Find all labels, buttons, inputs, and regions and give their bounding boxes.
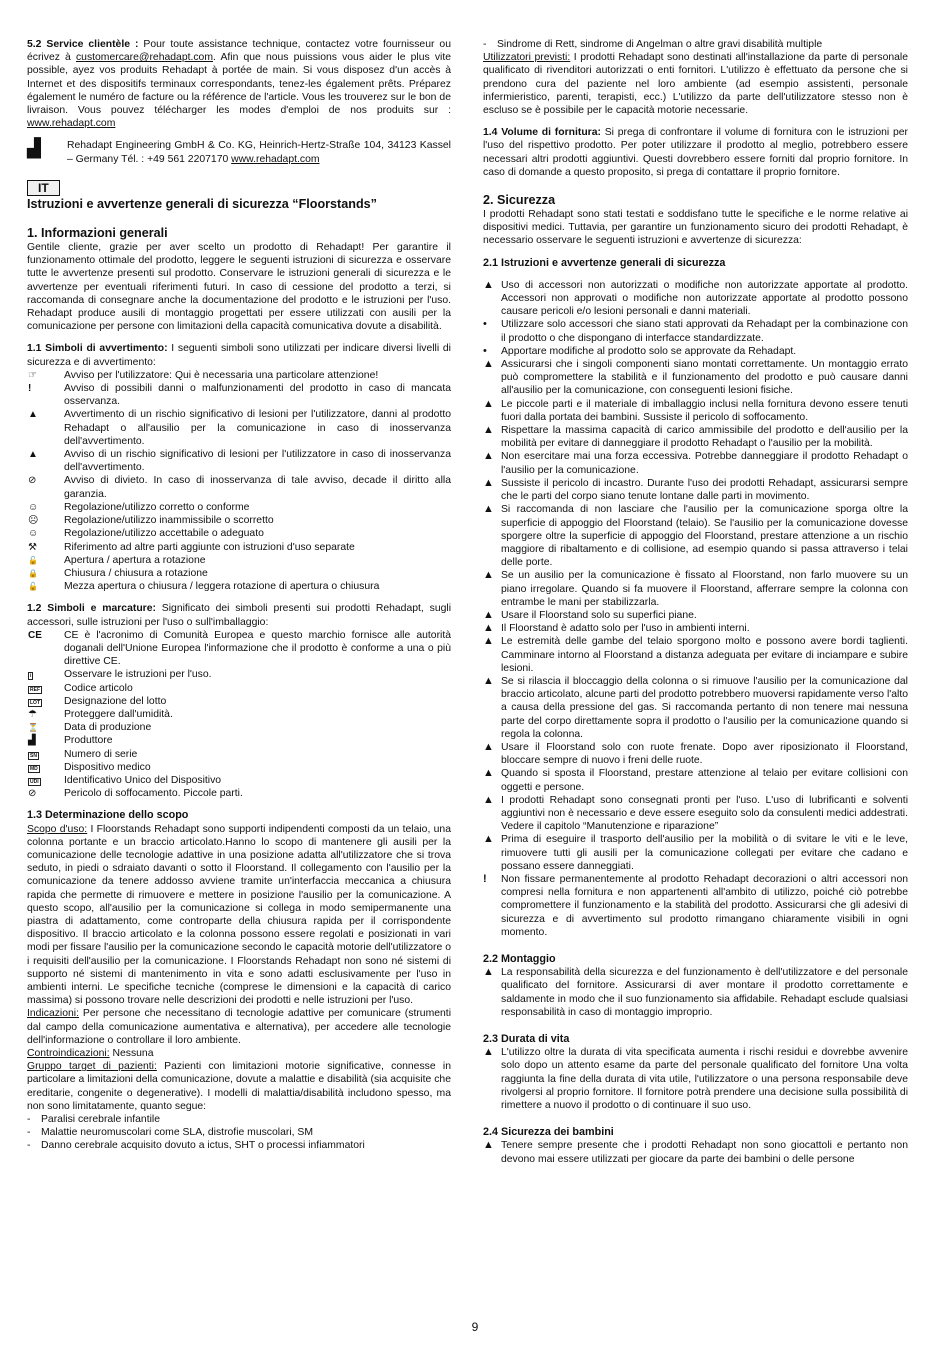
- safety-item: • Apportare modifiche al prodotto solo se approvate da Rehadapt.: [483, 344, 797, 357]
- smiley-neutral-icon: ☺: [28, 528, 39, 540]
- page-number: 9: [471, 1320, 479, 1334]
- warning-triangle-icon: ▲: [483, 450, 494, 463]
- service-heading: 5.2 Service clientèle :: [27, 39, 139, 50]
- bullet-icon: •: [483, 344, 487, 357]
- language-tag: IT: [27, 180, 60, 196]
- choking-hazard-icon: ⊘: [28, 788, 37, 800]
- warning-triangle-icon: ▲: [483, 608, 494, 621]
- section-2-4-heading: 2.4 Sicurezza dei bambini: [483, 1126, 614, 1139]
- warning-triangle-icon: ▲: [483, 740, 494, 753]
- list-item: - Danno cerebrale acquisito dovuto a ictus, SHT o processi infiammatori: [27, 1140, 365, 1152]
- safety-item: ▲ I prodotti Rehadapt sono consegnati pronti per l'uso. L'uso di lubrificanti e solventi aggiuntivi non è necessario e deve essere eseguito solo da consulenti medici addestrati. Vedere il capitolo “Manutenzione e riparazione”: [483, 793, 908, 833]
- section-1-2-intro: 1.2 Simboli e marcature: Significato dei simboli presenti sui prodotti Rehadapt, sugli accessori, sulle istruzioni per l'uso o sull'imballaggio:: [27, 603, 451, 628]
- warning-triangle-icon: ▲: [483, 278, 494, 291]
- safety-item: • Utilizzare solo accessori che siano stati approvati da Rehadapt per la combinazione con il prodotto o che dispongano di interfacce standardizzate.: [483, 318, 908, 344]
- symbol-row: 🔓 Mezza apertura o chiusura / leggera rotazione di apertura o chiusura: [28, 581, 380, 593]
- exclamation-icon: !: [28, 383, 32, 395]
- symbol-row: 🔒 Chiusura / chiusura a rotazione: [28, 567, 208, 579]
- intended-users-paragraph: Utilizzatori previsti: I prodotti Rehadapt sono destinati all'installazione da parte di personale qualificato di rivenditori autorizzati o enti fornitori. L'utilizzo è effettuato da persone che si prendono cura del paziente nel loro ambiente (ad esempio assistenti, personale infermieristico, parenti, terapisti, ecc.) L'utilizzo da parte dell'utilizzatore stesso non è escluso se è possibile per le capacità motorie necessarie.: [483, 52, 908, 117]
- half-lock-icon: 🔓: [28, 582, 38, 592]
- prohibition-icon: ⊘: [28, 475, 37, 487]
- symbol-row: REF Codice articolo: [30, 682, 133, 694]
- left-column: [27, 38, 451, 1153]
- serial-number-icon: SN: [30, 752, 37, 759]
- indications-paragraph: Indicazioni: Per persone che necessitano di tecnologie adattive per comunicare (strumenti dal campo della comunicazione aumentativa e alternativa), per accedere alle tecnologie dell'informazione o controllare il loro ambiente.: [27, 1008, 451, 1046]
- safety-item: ▲ Uso di accessori non autorizzati o modifiche non autorizzate apportate al prodotto. Accessori non approvati o modifiche non autorizzate apportate al prodotto possono causare pericoli e/o lesioni personali e danni materiali.: [483, 278, 908, 318]
- safety-item: ▲ Usare il Floorstand solo con ruote frenate. Dopo aver riposizionato il Floorstand, bloccare sempre di nuovo i freni delle ruote.: [483, 740, 908, 767]
- service-paragraph: 5.2 Service clientèle : Pour toute assistance technique, contactez votre fournisseur ou écrivez à customercare@rehadapt.com. Afin que nous puissions vous aider le plus vite possible, ayez vos produits Rehadapt à portée de main. Si vous disposez d'un accès à Internet et des dispositifs terminaux correspondants, tenez-les également prêts. Préparez également le numéro de facture ou la référence de l'article. Vous les trouverez sur le bon de livraison. Vous pouvez télécharger les modes d'emploi de nos produits sur : www.rehadapt.com: [27, 39, 451, 130]
- symbol-row: ☹ Regolazione/utilizzo inammissibile o scorretto: [28, 515, 274, 527]
- symbol-row: i Osservare le istruzioni per l'uso.: [30, 669, 212, 681]
- safety-item: ▲ Si raccomanda di non lasciare che l'ausilio per la comunicazione sporga oltre la superficie di appoggio del Floorstand (telaio). Se l'ausilio per la comunicazione dovesse sporgere oltre la superficie di appoggio del Floorstand, prestare attenzione a un rischio maggiore di ribaltamento e di collisione, ad esempio quando si passa attraverso i telai delle porte.: [483, 503, 908, 569]
- manufacturer-icon: ▟: [27, 138, 41, 159]
- warning-triangle-icon: ▲: [483, 966, 494, 979]
- warning-triangle-icon: ▲: [483, 1139, 494, 1152]
- safety-item: ! Non fissare permanentemente al prodotto Rehadapt decorazioni o altri accessori non compresi nella fornitura e non appartenenti all'ambito di utilizzo, poiché ciò potrebbe compromettere il funzionamento e la stabilità del prodotto. Assicurarsi che gli adesivi di sicurezza e di avvertimento sul prodotto rimangano chiaramente visibili in ogni momento.: [483, 872, 908, 938]
- symbol-row: LOT Designazione del lotto: [30, 695, 167, 707]
- symbol-row: ⊘ Avviso di divieto. In caso di inosservanza di tale avviso, decade il diritto alla garanzia.: [28, 475, 451, 500]
- target-group-paragraph: Gruppo target di pazienti: Pazienti con limitazioni motorie significative, connesse in particolare a limitazioni della comunicazione, dovute a malattie e disabilità (sia acquisite che ereditarie, congenite o degenerative). I modelli di malattia/disabilità includono spesso, ma non sono limitatamente, quanto segue:: [27, 1061, 451, 1112]
- symbol-row: MD Dispositivo medico: [30, 761, 151, 773]
- symbol-row: ☺ Regolazione/utilizzo accettabile o adeguato: [28, 528, 264, 540]
- section-2-3-heading: 2.3 Durata di vita: [483, 1033, 570, 1046]
- safety-item: ▲ Sussiste il pericolo di incastro. Durante l'uso dei prodotti Rehadapt, assicurarsi sempre che le parti del corpo siano tenute lontane dalle parti in movimento.: [483, 476, 908, 503]
- lock-icon: 🔒: [28, 568, 38, 578]
- symbol-row: ☂ Proteggere dall'umidità.: [28, 708, 173, 720]
- list-item: - Paralisi cerebrale infantile: [27, 1114, 160, 1126]
- safety-item: ▲ Usare il Floorstand solo su superfici piane.: [483, 608, 697, 621]
- section-1-3-heading: 1.3 Determinazione dello scopo: [27, 809, 189, 822]
- safety-item: ▲ Se si rilascia il bloccaggio della colonna o si rimuove l'ausilio per la comunicazione dal braccio articolato, alcune parti del prodotto potrebbero muoversi rapidamente verso l'alto a causa della pressione del gas. Si raccomanda pertanto di non tenere mai nessuna parte del corpo direttamente sopra il prodotto o l'ausilio per la comunicazione quando si regola la colonna.: [483, 674, 908, 740]
- safety-item: ▲ Assicurarsi che i singoli componenti siano montati correttamente. Un montaggio errato può compromettere la stabilità e il funzionamento del prodotto e può causare danni all'ausilio per la comunicazione, con conseguenti lesioni fisiche.: [483, 358, 908, 397]
- symbol-row: CE CE è l'acronimo di Comunità Europea e questo marchio fornisce alle autorità doganali dell'Unione Europea l'informazione che il prodotto è conforme a una o più direttive CE.: [28, 629, 451, 668]
- warning-triangle-icon: ▲: [483, 793, 494, 806]
- warning-symbols-list: [27, 369, 451, 593]
- warning-triangle-icon: ▲: [483, 622, 494, 635]
- warning-triangle-icon: ▲: [483, 833, 494, 846]
- safety-item: ▲ Tenere sempre presente che i prodotti Rehadapt non sono giocattoli e pertanto non devono mai essere utilizzati per giocare da parte dei bambini o delle persone: [483, 1139, 908, 1165]
- warning-triangle-icon: ▲: [483, 397, 494, 410]
- symbol-row: ▟ Produttore: [28, 735, 113, 747]
- smiley-sad-icon: ☹: [28, 515, 39, 527]
- section-1-4-paragraph: 1.4 Volume di fornitura: Si prega di confrontare il volume di fornitura con le istruzioni per l'uso del rispettivo prodotto. Per poter utilizzare il prodotto al meglio, potrebbero essere necessari altri prodotti aggiuntivi. Questi dovrebbero essere forniti dal proprio fornitore. In caso di domande a questo proposito, si prega di contattare il proprio fornitore.: [483, 127, 908, 178]
- safety-list: [483, 279, 908, 939]
- safety-item: ▲ Rispettare la massima capacità di carico ammissibile del prodotto e dell'ausilio per la mobilità per evitare di danneggiare il prodotto Rehadapt o l'ausilio per la mobilità.: [483, 424, 908, 450]
- warning-triangle-icon: ▲: [483, 635, 494, 648]
- bullet-icon: •: [483, 318, 487, 331]
- warning-triangle-icon: ▲: [483, 1046, 494, 1059]
- lot-icon: LOT: [30, 699, 40, 706]
- section-1-text: Gentile cliente, grazie per aver scelto un prodotto di Rehadapt! Per garantire il funzionamento ottimale del prodotto, leggere le seguenti istruzioni di sicurezza e osservare tutte le avvertenze presenti sul prodotto. Conservare le istruzioni generali di sicurezza e le avvertenze per eventuali riferimenti futuri. In caso di cessione del prodotto a terzi, si raccomanda di consegnare anche la documentazione del prodotto e le istruzioni per l'uso. Rehadapt produce ausili di montaggio progettati per essere utilizzati con ausili per la comunicazione per persone con limitazioni della capacità comunicativa dovute a disabilità.: [27, 242, 451, 333]
- document-title: Istruzioni e avvertenze generali di sicurezza “Floorstands”: [27, 197, 377, 212]
- section-2-heading: 2. Sicurezza: [483, 193, 556, 208]
- ref-icon: REF: [30, 686, 40, 693]
- list-item: - Malattie neuromuscolari come SLA, distrofie muscolari, SM: [27, 1127, 313, 1139]
- warning-triangle-icon: ▲: [483, 503, 494, 516]
- safety-item: ▲ Il Floorstand è adatto solo per l'uso in ambienti interni.: [483, 622, 750, 635]
- udi-icon: UDI: [30, 778, 39, 785]
- website-link[interactable]: www.rehadapt.com: [27, 118, 116, 130]
- pointing-hand-icon: ☞: [28, 369, 37, 381]
- list-item: - Sindrome di Rett, sindrome di Angelman o altre gravi disabilità multiple: [483, 39, 823, 50]
- safety-item: ▲ La responsabilità della sicurezza e del funzionamento è dell'utilizzatore e del personale qualificato del fornitore. Assicurarsi di aver montare il prodotto correttamente e saldamente in modo che il suo funzionamento sia affidabile. Rehadapt esclude qualsiasi responsabilità in caso di montaggio improprio.: [483, 966, 908, 1018]
- tools-icon: ⚒: [28, 541, 37, 553]
- instructions-icon: i: [30, 673, 32, 680]
- symbol-row: SN Numero di serie: [30, 748, 138, 760]
- manufacturer-info: ▟ Rehadapt Engineering GmbH & Co. KG, Heinrich-Hertz-Straße 104, 34123 Kassel – Germany Tél. : +49 561 2207170 www.rehadapt.com: [27, 138, 451, 165]
- safety-item: ▲ L'utilizzo oltre la durata di vita specificata aumenta i rischi residui e dovrebbe avvenire solo dopo un attento esame da parte del personale qualificato del fornitore Una volta raggiunta la fine della durata di vita utile, l'utilizzatore o una persona responsabile deve rivolgersi al proprio fornitore. Il fornitore potrà prendere una decisione sulla possibilità di rimettere a nuovo il prodotto o di continuare il suo uso.: [483, 1046, 908, 1112]
- warning-triangle-icon: ▲: [483, 767, 494, 780]
- safety-item: ▲ Le estremità delle gambe del telaio sporgono molto e possono avere bordi taglienti. Camminare intorno al Floorstand a distanza adeguata per evitare di inciampare e subire lesioni.: [483, 635, 908, 674]
- scope-paragraph: Scopo d'uso: I Floorstands Rehadapt sono supporti indipendenti composti da un telaio, una colonna portante e un braccio articolato.Hanno lo scopo di mantenere gli ausili per la comunicazione delle tecnologie adattive in una posizione adatta all'utilizzatore che si trova seduto, in piedi o sdraiato davanti o sotto il Floorstand. Il collegamento con l'ausilio per la comunicazione da tenere addosso avviene tramite un'interfaccia meccanica a chiusura rapida che permette di rimuovere e mettere in posizione l'ausilio per la comunicazione. A questo scopo, all'ausilio per la comunicazione si collega in modo semipermanente una piastra di adattamento, come controparte della chiusura rapida per il corrispondente dispositivo. Il braccio articolato e la colonna possono essere regolati e posizionati in vari modi per fissare l'ausilio per la comunicazione secondo le capacità motorie dell'utilizzatore o i requisiti dell'ausilio per la comunicazione. I Floorstands Rehadapt non sono né sistemi di supporto né sistemi di mantenimento in vita e sono adatti esclusivamente per l'uso in ambienti interni. Le specifiche tecniche (comprese le dimensioni e la capacità di carico massima) si possono trovare nelle descrizioni dei prodotti e nelle istruzioni per l'uso.: [27, 823, 451, 1007]
- symbol-row: ▲ Avvertimento di un rischio significativo di lesioni per l'utilizzatore, danni al prodotto Rehadapt o all'ausilio per la comunicazione in caso di inosservanza dell'avvertimento.: [28, 409, 451, 447]
- symbol-row: ⏳ Data di produzione: [28, 722, 152, 734]
- warning-triangle-icon: ▲: [28, 409, 38, 421]
- umbrella-icon: ☂: [28, 708, 37, 720]
- symbol-row: ☺ Regolazione/utilizzo corretto o conforme: [28, 501, 250, 513]
- email-link[interactable]: customercare@rehadapt.com: [75, 52, 213, 64]
- unlock-icon: 🔓: [28, 555, 38, 565]
- symbol-row: ! Avviso di possibili danni o malfunzionamenti del prodotto in caso di mancata osservanza.: [28, 383, 451, 408]
- ce-mark-icon: CE: [28, 629, 42, 641]
- warning-triangle-icon: ▲: [483, 674, 494, 687]
- section-1-1-intro: 1.1 Simboli di avvertimento: I seguenti simboli sono utilizzati per indicare diversi livelli di sicurezza e di avvertimento:: [27, 343, 451, 368]
- symbol-row: ▲ Avviso di un rischio significativo di lesioni per l'utilizzatore in caso di inosservanza dell'avvertimento.: [28, 449, 451, 474]
- warning-triangle-icon: ▲: [483, 569, 494, 582]
- smiley-happy-icon: ☺: [28, 501, 39, 513]
- safety-item: ▲ Non esercitare mai una forza eccessiva. Potrebbe danneggiare il prodotto Rehadapt o l'ausilio per la comunicazione.: [483, 450, 908, 476]
- section-2-2-heading: 2.2 Montaggio: [483, 953, 556, 965]
- symbol-row: ⚒ Riferimento ad altre parti aggiunte con istruzioni d'uso separate: [28, 541, 355, 553]
- section-1-heading: 1. Informazioni generali: [27, 226, 168, 241]
- safety-item: ▲ Quando si sposta il Floorstand, prestare attenzione al telaio per evitare collisioni con oggetti e persone.: [483, 767, 908, 793]
- safety-item: ▲ Se un ausilio per la comunicazione è fissato al Floorstand, non farlo muovere su un piano irregolare. Quando si fa muovere il Floorstand, afferrare sempre la colonna con entrambe le mani per stabilizzarla.: [483, 569, 908, 608]
- production-date-icon: ⏳: [28, 723, 38, 733]
- manufacturer-icon: ▟: [28, 735, 36, 747]
- right-column: [483, 38, 908, 1166]
- safety-item: ▲ Prima di eseguire il trasporto dell'ausilio per la mobilità o di svitare le viti e le leve, rimuovere tutti gli ausili per la comunicazione collegati per evitare che cadano e possano essere danneggiati.: [483, 833, 908, 872]
- contraindications-paragraph: Controindicazioni: Nessuna: [27, 1048, 154, 1060]
- medical-device-icon: MD: [30, 765, 38, 772]
- manufacturer-website-link[interactable]: www.rehadapt.com: [231, 153, 320, 165]
- warning-triangle-icon: ▲: [483, 358, 494, 371]
- section-2-1-heading: 2.1 Istruzioni e avvertenze generali di sicurezza: [483, 256, 726, 269]
- warning-triangle-icon: ▲: [28, 449, 38, 461]
- symbol-row: UDI Identificativo Unico del Dispositivo: [30, 774, 222, 786]
- safety-item: ▲ Le piccole parti e il materiale di imballaggio inclusi nella fornitura devono essere tenuti fuori dalla portata dei bambini. Sussiste il pericolo di soffocamento.: [483, 397, 908, 423]
- symbol-row: 🔓 Apertura / apertura a rotazione: [28, 554, 206, 566]
- warning-triangle-icon: ▲: [483, 424, 494, 437]
- markings-list: [27, 629, 451, 801]
- symbol-row: ☞ Avviso per l'utilizzatore: Qui è necessaria una particolare attenzione!: [28, 369, 379, 381]
- warning-triangle-icon: ▲: [483, 476, 494, 489]
- symbol-row: ⊘ Pericolo di soffocamento. Piccole parti.: [28, 788, 243, 800]
- section-2-text: I prodotti Rehadapt sono stati testati e soddisfano tutte le specifiche e le norme relative ai dispositivi medici. Tuttavia, per garantire un funzionamento sicuro dei prodotti Rehadapt, è necessario osservare le seguenti istruzioni e avvertenze di sicurezza:: [483, 209, 908, 247]
- exclamation-icon: !: [483, 872, 487, 885]
